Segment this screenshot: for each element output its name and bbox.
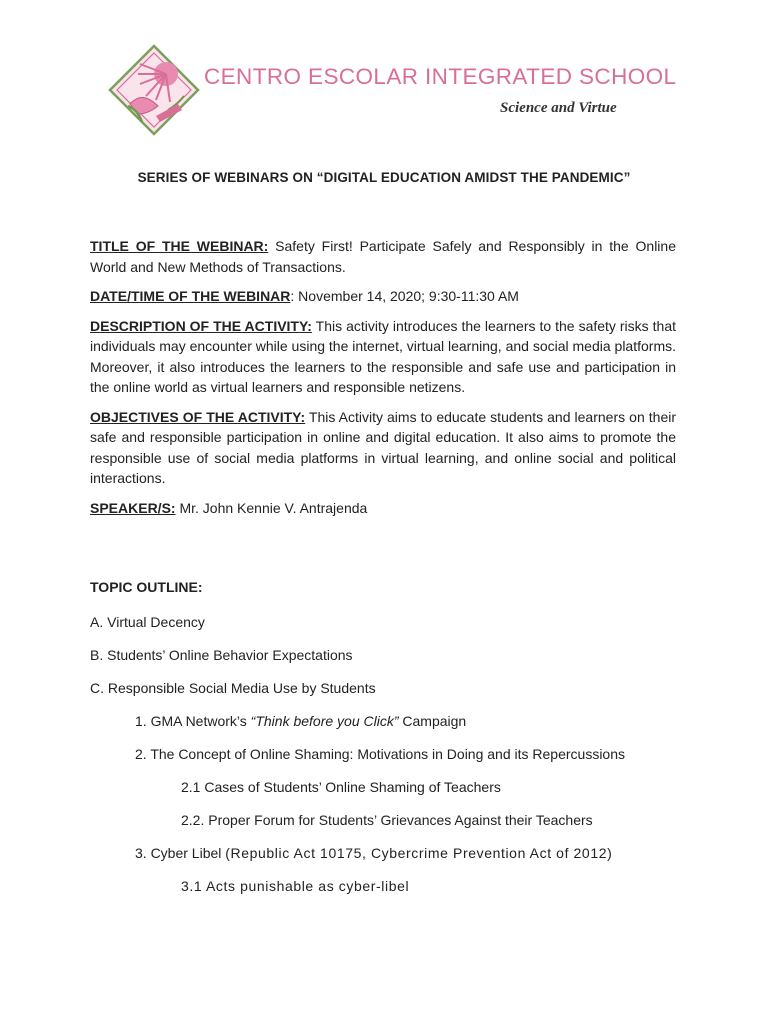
webinar-title-value: Safety First! Participate Safely and Responsibly in the Online World and New Methods of Transactions. — [90, 238, 676, 275]
topic-outline-heading: TOPIC OUTLINE: — [90, 579, 203, 595]
speaker-label: SPEAKER/S: — [90, 499, 176, 516]
outline-item-c2-2: 2.2. Proper Forum for Students’ Grievances Against their Teachers — [181, 812, 593, 828]
outline-item-b: B. Students’ Online Behavior Expectations — [90, 647, 353, 663]
outline-item-c2-1: 2.1 Cases of Students’ Online Shaming of Teachers — [181, 779, 501, 795]
outline-item-c1-prefix: 1. GMA Network’s — [135, 713, 251, 729]
outline-item-c2: 2. The Concept of Online Shaming: Motivations in Doing and its Repercussions — [135, 746, 626, 762]
webinar-date-value: : November 14, 2020; 9:30-11:30 AM — [290, 288, 519, 304]
outline-item-c3-law: (Republic Act 10175, Cybercrime Prevention Act of 2012) — [225, 845, 613, 861]
webinar-details — [90, 236, 676, 527]
description-value: This activity introduces the learners to the safety risks that individuals may encounter while using the internet, virtual learning, and social media platforms. Moreover, it also introduces the learners to the responsible and safe use and participation in the online world as virtual learners and responsible netizens. — [90, 317, 677, 395]
outline-item-c1 — [90, 711, 690, 744]
webinar-date-label: DATE/TIME OF THE WEBINAR — [90, 288, 291, 304]
school-name: CENTRO ESCOLAR INTEGRATED SCHOOL — [204, 64, 677, 89]
school-seal-icon — [108, 44, 200, 136]
letterhead — [0, 0, 768, 140]
outline-item-c3-1: 3.1 Acts punishable as cyber-libel — [181, 878, 410, 894]
description-label: DESCRIPTION OF THE ACTIVITY: — [90, 317, 312, 334]
speaker-paragraph — [90, 498, 676, 519]
objectives-label: OBJECTIVES OF THE ACTIVITY: — [90, 408, 306, 425]
webinar-title-paragraph — [90, 236, 676, 277]
series-title: SERIES OF WEBINARS ON “DIGITAL EDUCATION AMIDST THE PANDEMIC” — [137, 170, 631, 185]
school-motto: Science and Virtue — [500, 100, 617, 116]
outline-item-c: C. Responsible Social Media Use by Students — [90, 680, 376, 696]
outline-item-c3 — [90, 843, 690, 876]
description-paragraph — [90, 316, 676, 398]
campaign-name: “Think before you Click” — [250, 713, 399, 729]
objectives-value: This Activity aims to educate students and learners on their safe and responsible participation in online and digital education. It also aims to promote the responsible use of social media platforms in virtual learning, and online social and political interactions. — [90, 408, 676, 486]
objectives-paragraph — [90, 407, 676, 489]
webinar-title-label: TITLE OF THE WEBINAR: — [90, 238, 269, 254]
outline-item-c1-suffix: Campaign — [398, 713, 467, 729]
outline-item-a: A. Virtual Decency — [90, 614, 205, 630]
webinar-date-paragraph — [90, 286, 676, 307]
speaker-value: Mr. John Kennie V. Antrajenda — [175, 499, 368, 516]
topic-outline — [90, 577, 690, 909]
outline-item-c3-prefix: 3. Cyber Libel — [135, 845, 226, 861]
